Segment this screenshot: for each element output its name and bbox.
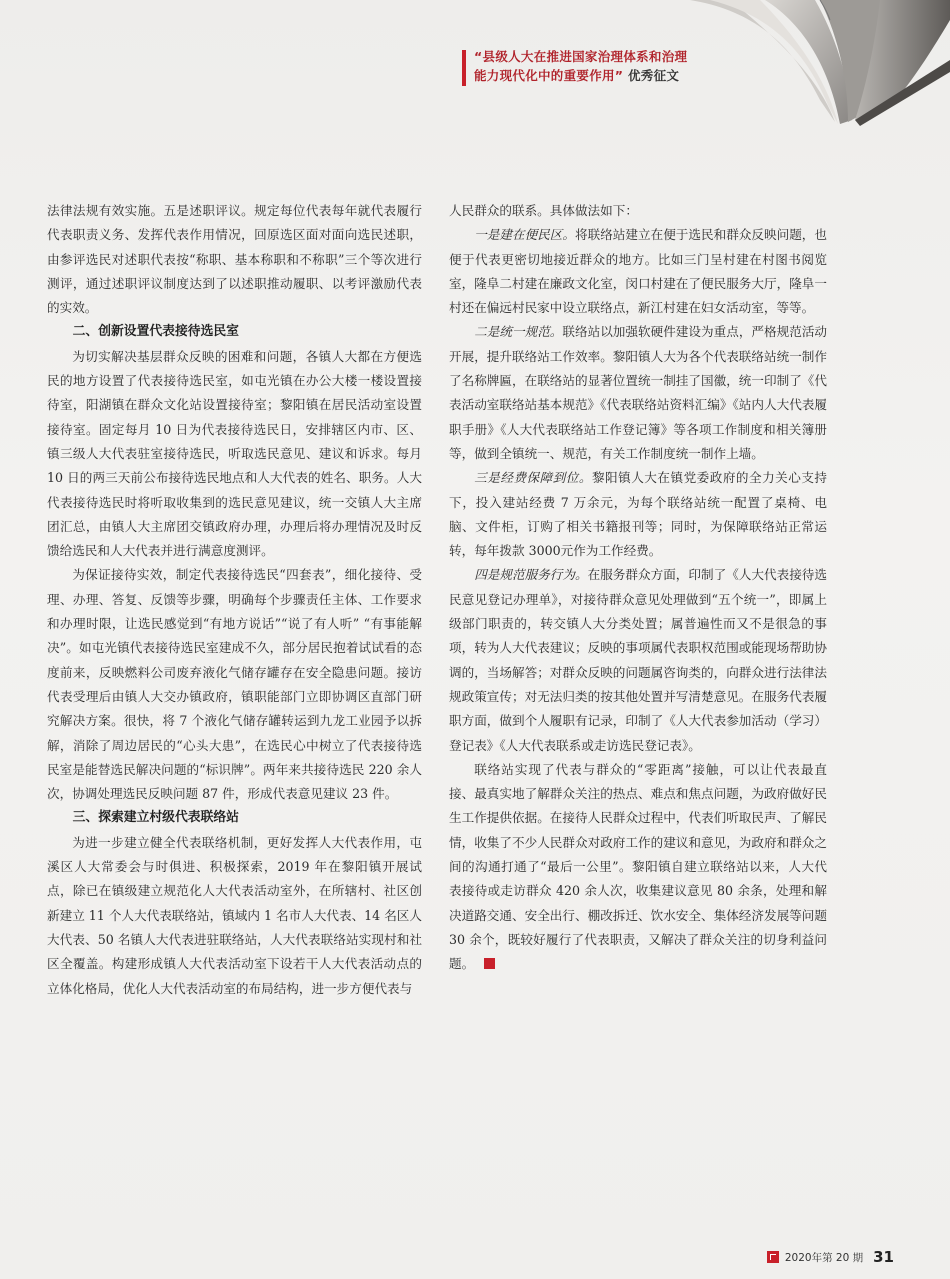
paragraph-text: 联络站实现了代表与群众的“零距离”接触，可以让代表最直接、最真实地了解群众关注的热点、难点和焦点问题，为政府做好民生工作提供依据。在接待人民群众过程中，代表们听取民声、了解民情，收集了不少人民群众对政府工作的建议和意见，为政府和群众之间的沟通打通了“最后一公里”。黎阳镇自建立联络站以来，人大代表接待或走访群众 420 余人次，收集建议意见 80 余条，处理和解决道路交通、安全出行、棚改拆迁、饮水安全、集体经济发展等问题 30 余个，既较好履行了代表职责，又解决了群众关注的切身利益问题。 bbox=[449, 761, 827, 972]
paragraph-text: 为保证接待实效，制定代表接待选民“四套表”，细化接待、受理、办理、答复、反馈等步骤，明确每个步骤责任主体、工作要求和办理时限，让选民感觉到“有地方说话”“说了有人听” “有事能解决”。如屯光镇代表接待选民室建成不久，部分居民抱着试试看的态度前来，反映燃料公司废弃液化气储存罐存在安全隐患问题。接访代表受理后由镇人大交办镇政府，镇职能部门立即协调区直部门研究解决方案。很快，将 7 个液化气储存罐转运到九龙工业园予以拆解，消除了周边居民的“心头大患”，在选民心中树立了代表接待选民室是能替选民解决问题的“标识牌”。两年来共接待选民 220 余人次，协调处理选民反映问题 87 件，形成代表意见建议 23 件。 bbox=[47, 567, 422, 802]
section-heading: 三、探索建立村级代表联络站 bbox=[72, 810, 239, 826]
paragraph-lead-phrase: 四是规范服务行为。 bbox=[474, 567, 588, 583]
page-number: 31 bbox=[873, 1248, 894, 1266]
header-accent-bar bbox=[462, 50, 466, 86]
paragraph-lead-phrase: 一是建在便民区。 bbox=[474, 227, 575, 243]
page-footer bbox=[767, 1248, 894, 1266]
body-paragraph bbox=[449, 223, 827, 320]
section-heading: 二、创新设置代表接待选民室 bbox=[72, 324, 239, 340]
paragraph-text: 联络站以加强软硬件建设为重点，严格规范活动开展，提升联络站工作效率。黎阳镇人大为各个代表联络站统一制作了名称牌匾，在联络站的显著位置统一制挂了国徽，统一印制了《代表活动室联络站基本规范》《代表联络站资料汇编》《站内人大代表履职手册》《人大代表联络站工作登记簿》等各项工作制度和相关簿册等，做到全镇统一、规范，有关工作制度统一制作上墙。 bbox=[449, 324, 828, 461]
header-title-line2: 能力现代化中的重要作用” bbox=[474, 68, 624, 83]
right-text-column bbox=[449, 199, 827, 977]
body-paragraph bbox=[449, 758, 827, 977]
header-title-line1: “县级人大在推进国家治理体系和治理 bbox=[474, 49, 688, 64]
paragraph-text: 黎阳镇人大在镇党委政府的全力关心支持下，投入建站经费 7 万余元，为每个联络站统一配置了桌椅、电脑、文件柜，订购了相关书籍报刊等；同时，为保障联络站正常运转，每年拨款 3000元作为工作经费。 bbox=[449, 470, 828, 559]
body-paragraph bbox=[47, 345, 422, 564]
paragraph-text: 法律法规有效实施。五是述职评议。规定每位代表每年就代表履行代表职责义务、发挥代表作用情况，回原选区面对面向选民述职，由参评选民对述职代表按“称职、基本称职和不称职”三个等次进行测评，通过述职评议制度达到了以述职推动履职、以考评激励代表的实效。 bbox=[47, 203, 422, 316]
body-paragraph bbox=[449, 320, 827, 466]
body-paragraph bbox=[47, 563, 422, 806]
body-paragraph bbox=[449, 563, 827, 757]
header-title-suffix: 优秀征文 bbox=[627, 68, 680, 83]
paragraph-lead-phrase: 三是经费保障到位。 bbox=[474, 470, 592, 486]
section-header-title bbox=[474, 47, 804, 85]
body-paragraph bbox=[449, 466, 827, 563]
article-end-mark-icon bbox=[484, 958, 495, 969]
paragraph-text: 在服务群众方面，印制了《人大代表接待选民意见登记办理单》，对接待群众意见处理做到“五个统一”，即属上级部门职责的，转交镇人大分类处置；属普遍性而又不是很急的事项，转为人大代表建议；反映的事项属代表职权范围或能现场帮助协调的，当场解答；对群众反映的问题属咨询类的，向群众进行法律法规政策宣传；对无法归类的按其他处置并写清楚意见。在服务代表履职方面，做到个人履职有记录，印制了《人大代表参加活动（学习）登记表》《人大代表联系或走访选民登记表》。 bbox=[449, 567, 828, 753]
paragraph-lead-phrase: 二是统一规范。 bbox=[474, 324, 563, 340]
paragraph-text: 将联络站建立在便于选民和群众反映问题，也便于代表更密切地接近群众的地方。比如三门呈村建在村图书阅览室，隆阜二村建在廉政文化室，闵口村建在了便民服务大厅，隆阜一村还在偏远村民家中设立联络点，新江村建在妇女活动室，等等。 bbox=[449, 227, 828, 316]
paragraph-text: 为切实解决基层群众反映的困难和问题，各镇人大都在方便选民的地方设置了代表接待选民室，如屯光镇在办公大楼一楼设置接待室，阳湖镇在群众文化站设置接待室；黎阳镇在居民活动室设置接待室。固定每月 10 日为代表接待选民日，安排辖区内市、区、镇三级人大代表驻室接待选民，听取选民意见、建议和诉求。每月 10 日的两三天前公布接待选民地点和人大代表的姓名、职务。人大代表接待选民时将听取收集到的选民意见建议，统一交镇人大主席团汇总，由镇人大主席团交镇政府办理，办理后将办理情况及时反馈给选民和人大代表并进行满意度测评。 bbox=[47, 348, 422, 559]
paragraph-text: 人民群众的联系。具体做法如下： bbox=[449, 203, 638, 218]
magazine-logo-icon bbox=[767, 1251, 779, 1263]
paragraph-text: 为进一步建立健全代表联络机制，更好发挥人大代表作用，屯溪区人大常委会与时俱进、积极探索，2019 年在黎阳镇开展试点，除已在镇级建立规范化人大代表活动室外，在所辖村、社区创新建立 11 个人大代表联络站，镇域内 1 名市人大代表、14 名区人大代表、50 名镇人大代表进驻联络站，人大代表联络站实现村和社区全覆盖。构建形成镇人大代表活动室下设若干人大代表活动点的立体化格局，优化人大代表活动室的布局结构，进一步方便代表与 bbox=[47, 834, 422, 996]
footer-issue-label: 2020年第 20 期 bbox=[784, 1251, 864, 1264]
body-paragraph bbox=[47, 831, 422, 1001]
left-text-column bbox=[47, 199, 422, 1001]
body-paragraph bbox=[47, 199, 422, 320]
body-paragraph bbox=[449, 199, 827, 223]
